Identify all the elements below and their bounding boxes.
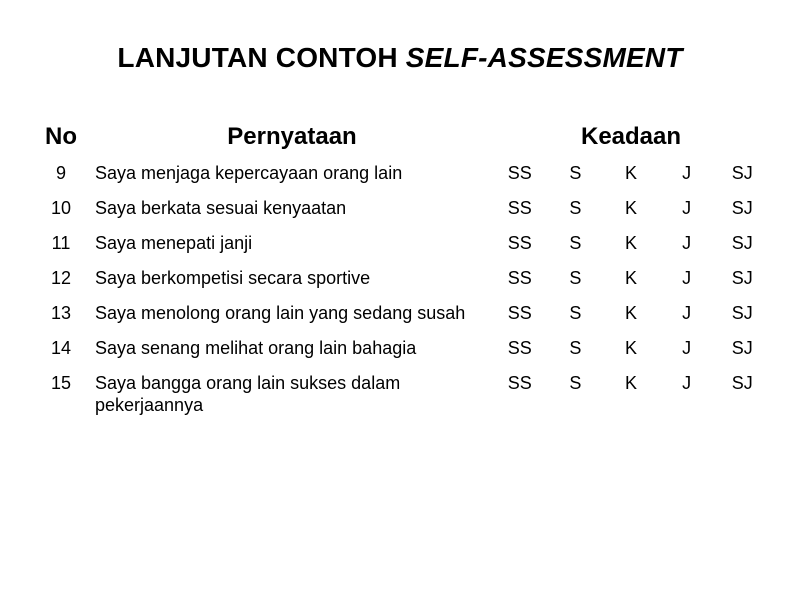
header-condition: Keadaan bbox=[580, 123, 682, 150]
row-option-k: K bbox=[624, 198, 637, 218]
header-statement: Pernyataan bbox=[227, 123, 357, 150]
row-option-j: J bbox=[682, 373, 692, 393]
row-option-ss: SS bbox=[507, 163, 532, 183]
row-statement: Saya berkata sesuai kenyaatan bbox=[95, 198, 347, 218]
row-option-j: J bbox=[682, 268, 692, 288]
row-statement: Saya senang melihat orang lain bahagia bbox=[95, 338, 417, 358]
row-option-sj: SJ bbox=[731, 233, 753, 253]
row-number: 15 bbox=[50, 373, 72, 393]
row-option-ss: SS bbox=[507, 338, 532, 358]
table-row bbox=[30, 227, 770, 262]
row-statement: Saya menjaga kepercayaan orang lain bbox=[95, 163, 403, 183]
row-option-k: K bbox=[624, 373, 637, 393]
page-title bbox=[0, 42, 800, 74]
row-option-ss: SS bbox=[507, 233, 532, 253]
row-number: 11 bbox=[51, 233, 71, 253]
row-option-sj: SJ bbox=[731, 338, 753, 358]
table-row bbox=[30, 367, 770, 424]
row-option-s: S bbox=[569, 233, 582, 253]
table-header-row bbox=[30, 117, 770, 157]
row-option-sj: SJ bbox=[731, 303, 753, 323]
row-option-k: K bbox=[624, 303, 637, 323]
row-option-s: S bbox=[569, 373, 582, 393]
row-option-s: S bbox=[569, 198, 582, 218]
header-no: No bbox=[45, 123, 77, 150]
row-option-ss: SS bbox=[507, 373, 532, 393]
row-number: 9 bbox=[55, 163, 66, 183]
row-option-j: J bbox=[682, 303, 692, 323]
row-option-ss: SS bbox=[507, 303, 532, 323]
row-option-j: J bbox=[682, 163, 692, 183]
table-row bbox=[30, 297, 770, 332]
row-statement: Saya berkompetisi secara sportive bbox=[95, 268, 371, 288]
row-statement: Saya menolong orang lain yang sedang susah bbox=[95, 303, 466, 323]
row-option-j: J bbox=[682, 233, 692, 253]
row-statement: Saya menepati janji bbox=[95, 233, 253, 253]
row-option-j: J bbox=[682, 338, 692, 358]
table-row bbox=[30, 157, 770, 192]
row-option-s: S bbox=[569, 163, 582, 183]
row-option-sj: SJ bbox=[731, 198, 753, 218]
row-option-k: K bbox=[624, 338, 637, 358]
row-option-ss: SS bbox=[507, 198, 532, 218]
row-option-sj: SJ bbox=[731, 268, 753, 288]
row-number: 14 bbox=[50, 338, 72, 358]
row-option-k: K bbox=[624, 233, 637, 253]
row-option-sj: SJ bbox=[731, 373, 753, 393]
title-normal-text: LANJUTAN CONTOH bbox=[117, 42, 406, 73]
self-assessment-table bbox=[30, 117, 770, 424]
title-italic-text: SELF-ASSESSMENT bbox=[405, 42, 683, 73]
table-row bbox=[30, 192, 770, 227]
row-number: 12 bbox=[50, 268, 72, 288]
row-option-k: K bbox=[624, 268, 637, 288]
row-number: 13 bbox=[50, 303, 72, 323]
row-option-k: K bbox=[624, 163, 637, 183]
table-row bbox=[30, 332, 770, 367]
row-option-s: S bbox=[569, 303, 582, 323]
row-number: 10 bbox=[50, 198, 72, 218]
row-option-sj: SJ bbox=[731, 163, 753, 183]
row-option-ss: SS bbox=[507, 268, 532, 288]
table-body bbox=[30, 157, 770, 424]
row-option-s: S bbox=[569, 268, 582, 288]
row-statement: Saya bangga orang lain sukses dalam pekerjaannya bbox=[95, 373, 401, 415]
row-option-j: J bbox=[682, 198, 692, 218]
row-option-s: S bbox=[569, 338, 582, 358]
table-row bbox=[30, 262, 770, 297]
